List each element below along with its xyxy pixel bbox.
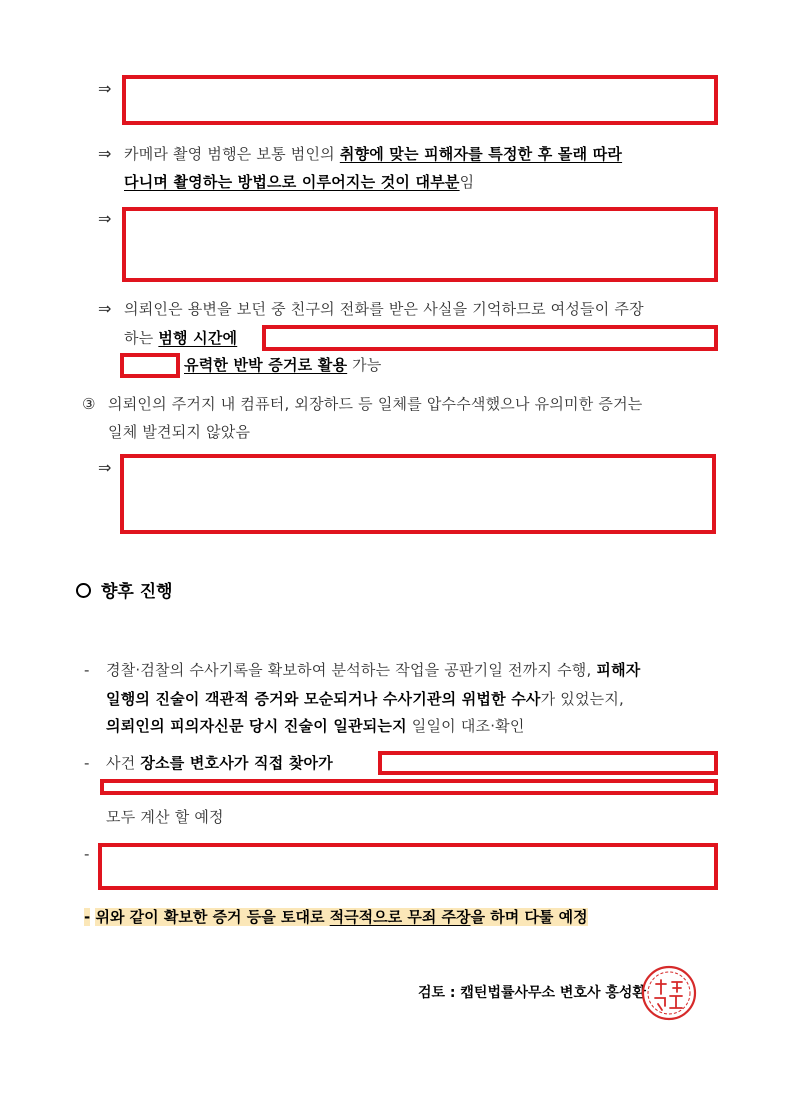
section-title: 향후 진행: [101, 582, 173, 602]
text-plain: 카메라 촬영 범행은 보통 범인의: [124, 145, 340, 163]
arrow-icon: ⇒: [98, 144, 112, 163]
text-plain: 가능: [347, 356, 382, 374]
text-emphasis: 유력한 반박 증거로 활용: [184, 356, 348, 374]
paragraph-line: [106, 688, 624, 710]
redaction-box: [100, 779, 718, 795]
conclusion-text: 위와 같이 확보한 증거 등을 토대로: [95, 908, 330, 926]
circle-bullet-icon: [76, 583, 91, 598]
paragraph-line: [184, 354, 382, 376]
paragraph-line: [124, 171, 474, 193]
text-emphasis: 의뢰인의 피의자신문 당시 진술이 일관되는지: [106, 717, 407, 735]
text-emphasis: 장소를 변호사가 직접 찾아가: [140, 754, 333, 772]
conclusion-line: [84, 905, 588, 929]
text-emphasis: 범행 시간에: [158, 329, 238, 347]
arrow-icon: ⇒: [98, 209, 112, 228]
arrow-icon: ⇒: [98, 299, 112, 318]
redaction-box: [98, 843, 718, 890]
paragraph-line: 의뢰인은 용변을 보던 중 친구의 전화를 받은 사실을 기억하므로 여성들이 주장: [124, 300, 644, 318]
paragraph-line: [124, 143, 622, 165]
conclusion-text-end: 을 하며 다툴 예정: [470, 908, 588, 926]
conclusion-dash: -: [84, 908, 91, 926]
paragraph-line: 일체 발견되지 않았음: [108, 423, 251, 441]
redaction-box: [262, 325, 718, 351]
paragraph-line: [106, 752, 333, 774]
text-plain: 사건: [106, 754, 141, 772]
item-marker: ③: [82, 395, 96, 413]
paragraph-line: [124, 327, 237, 349]
text-plain: 하는: [124, 329, 159, 347]
redaction-box: [378, 751, 718, 775]
paragraph-line: [106, 715, 525, 737]
redaction-box: [120, 454, 716, 534]
paragraph-line: [106, 659, 640, 681]
text-emphasis: 취향에 맞는 피해자를 특정한 후 몰래 따라: [339, 145, 623, 163]
text-plain: 일일이 대조·확인: [406, 717, 525, 735]
reviewer-signature: 검토 : 캡틴법률사무소 변호사 홍성환: [418, 985, 646, 1001]
dash-bullet: -: [84, 754, 90, 772]
dash-bullet: -: [84, 845, 90, 863]
text-emphasis: 피해자: [596, 661, 641, 679]
seal-stamp-icon: [640, 964, 698, 1022]
text-plain: 경찰·검찰의 수사기록을 확보하여 분석하는 작업을 공판기일 전까지 수행,: [106, 661, 597, 679]
text-plain: 임: [459, 173, 475, 191]
text-emphasis: 다니며 촬영하는 방법으로 이루어지는 것이 대부분: [124, 173, 460, 191]
paragraph-line: 모두 계산 할 예정: [106, 808, 224, 826]
redaction-box: [122, 207, 718, 282]
conclusion-emphasis: 적극적으로 무죄 주장: [329, 908, 471, 926]
arrow-icon: ⇒: [98, 458, 112, 477]
section-heading: [76, 580, 173, 604]
text-emphasis: 일행의 진술이 객관적 증거와 모순되거나 수사기관의 위법한 수사: [106, 690, 541, 708]
arrow-icon: ⇒: [98, 79, 112, 98]
redaction-box: [120, 353, 180, 378]
dash-bullet: -: [84, 661, 90, 679]
redaction-box: [122, 75, 718, 125]
paragraph-line: 의뢰인의 주거지 내 컴퓨터, 외장하드 등 일체를 압수수색했으나 유의미한 증거는: [108, 395, 643, 413]
text-plain: 가 있었는지,: [540, 690, 624, 708]
